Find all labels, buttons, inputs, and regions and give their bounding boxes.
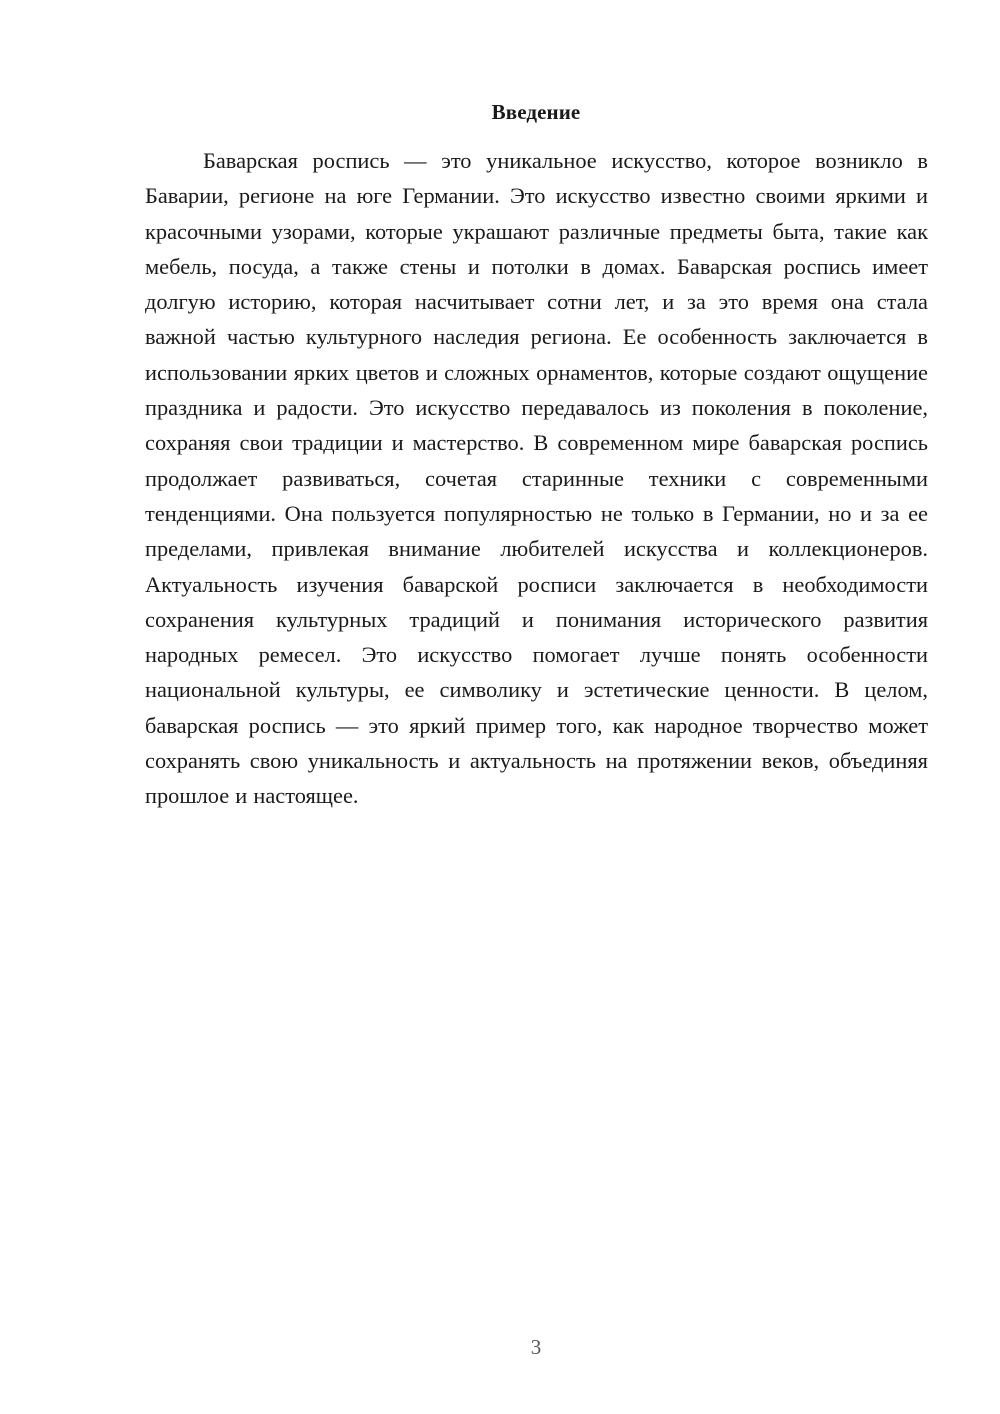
- body-paragraph: Баварская роспись — это уникальное искусство, которое возникло в Баварии, регионе на юге Германии. Это искусство известно своими яркими и красочными узорами, которые украшают различные предметы быта, такие как мебель, посуда, а также стены и потолки в домах. Баварская роспись имеет долгую историю, которая насчитывает сотни лет, и за это время она стала важной частью культурного наследия региона. Ее особенность заключается в использовании ярких цветов и сложных орнаментов, которые создают ощущение праздника и радости. Это искусство передавалось из поколения в поколение, сохраняя свои традиции и мастерство. В современном мире баварская роспись продолжает развиваться, сочетая старинные техники с современными тенденциями. Она пользуется популярностью не только в Германии, но и за ее пределами, привлекая внимание любителей искусства и коллекционеров. Актуальность изучения баварской росписи заключается в необходимости сохранения культурных традиций и понимания исторического развития народных ремесел. Это искусство помогает лучше понять особенности национальной культуры, ее символику и эстетические ценности. В целом, баварская роспись — это яркий пример того, как народное творчество может сохранять свою уникальность и актуальность на протяжении веков, объединяя прошлое и настоящее.: [145, 148, 928, 809]
- page-number: 3: [530, 1335, 542, 1359]
- section-heading: Введение: [491, 100, 581, 124]
